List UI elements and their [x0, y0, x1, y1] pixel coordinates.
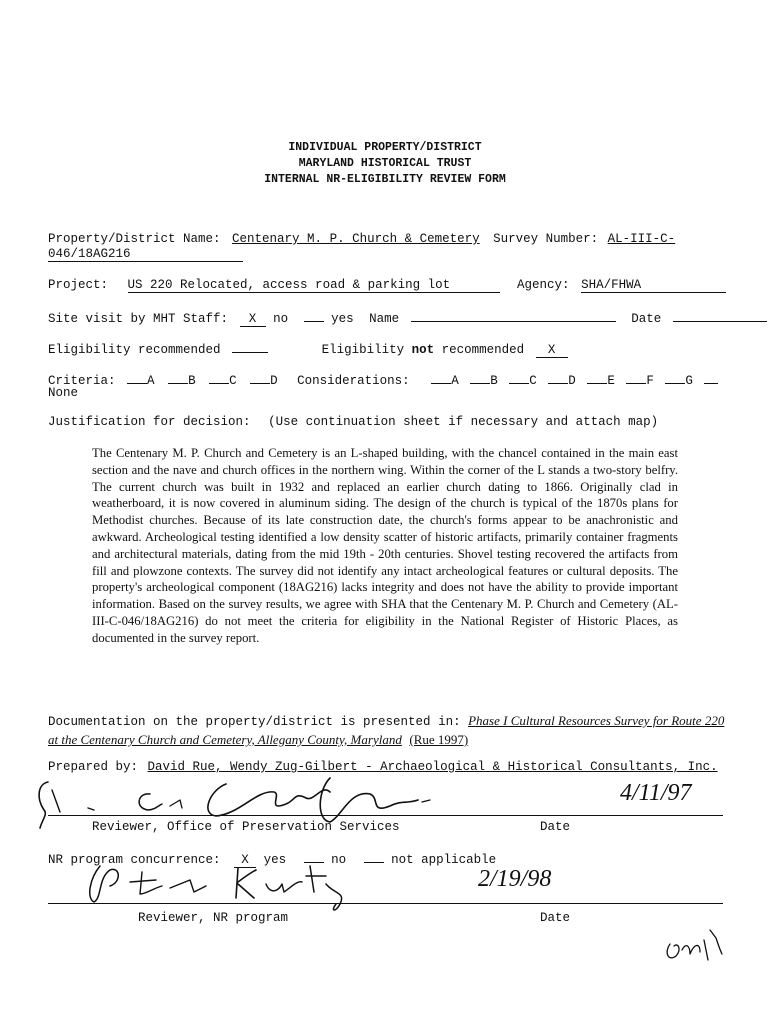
criteria-b: B — [188, 374, 196, 388]
nr-concurrence-label: NR program concurrence: — [48, 853, 221, 867]
form-title-line-3: INTERNAL NR-ELIGIBILITY REVIEW FORM — [264, 173, 506, 186]
nr-yes-mark: X — [234, 854, 256, 868]
eligibility-row — [48, 340, 568, 358]
consideration-blank-end — [704, 371, 718, 384]
reviewer-date-label: Date — [540, 820, 571, 834]
criteria-blank-d — [250, 371, 270, 384]
justification-text: The Centenary M. P. Church and Cemetery is an L-shaped building, with the chancel contained in the main east section and the nave and church offices in the northern wing. Within the corner of the L stands a two-story belfry. The current church was built in 1932 and replaced an earlier church dating to 1866. Originally clad in weatherboard, it is now covered in aluminum siding. The design of the church is typical of the 1870s plans for Methodist churches. Because of its late construction date, the church's forms appear to be anachronistic and awkward. Archeological testing identified a low density scatter of historic artifacts, primarily container fragments and architectural materials, dating from the mid 19th - 20th centuries. Shovel testing recovered the artifacts from fill and plowzone contexts. The survey did not identify any intact archeological features or cultural deposits. The property's archeological component (18AG216) lacks integrity and does not have the ability to provide important information. Based on the survey results, we agree with SHA that the Centenary M. P. Church and Cemetery (AL-III-C-046/18AG216) do not meet the criteria for eligibility in the National Register of Historic Places, as documented in the survey report. — [92, 446, 678, 645]
criteria-blank-b — [168, 371, 188, 384]
site-visit-label: Site visit by MHT Staff: — [48, 312, 229, 326]
consideration-g: G — [685, 374, 693, 388]
consideration-f: F — [646, 374, 654, 388]
form-title-line-2: MARYLAND HISTORICAL TRUST — [298, 157, 472, 170]
eligibility-not-prefix: Eligibility — [321, 343, 405, 357]
site-visit-yes-label: yes — [331, 312, 354, 326]
handwritten-initials — [660, 920, 730, 970]
eligibility-not-suffix: recommended — [441, 343, 525, 357]
eligibility-not-mark: X — [536, 344, 568, 358]
agency-label: Agency: — [517, 278, 570, 292]
property-row — [48, 232, 675, 246]
reviewer-handwritten-date: 4/11/97 — [620, 780, 692, 806]
justification-row — [48, 415, 658, 429]
site-visit-no-mark: X — [240, 313, 266, 327]
property-label: Property/District Name: — [48, 232, 221, 246]
documentation-citation-suffix: (Rue 1997) — [409, 732, 469, 747]
criteria-label: Criteria: — [48, 374, 116, 388]
nr-reviewer-label: Reviewer, NR program — [138, 911, 289, 925]
consideration-blank-b — [470, 371, 490, 384]
site-visit-no-label: no — [273, 312, 289, 326]
site-visit-date-blank — [673, 309, 767, 322]
considerations-label: Considerations: — [297, 374, 410, 388]
criteria-d: D — [270, 374, 278, 388]
nr-na-label: not applicable — [391, 853, 497, 867]
survey-number-continued: 046/18AG216 — [48, 247, 243, 262]
site-visit-yes-blank — [304, 309, 324, 322]
justification-label: Justification for decision: — [48, 415, 251, 429]
consideration-d: D — [568, 374, 576, 388]
documentation-citation: Phase I Cultural Resources Survey for Route 220 at the Centenary Church and Cemetery, Allegany County, Maryland — [48, 713, 725, 747]
prepared-value: David Rue, Wendy Zug-Gilbert - Archaeological & Historical Consultants, Inc. — [147, 760, 718, 774]
criteria-row — [48, 371, 718, 388]
justification-note: (Use continuation sheet if necessary and attach map) — [268, 415, 659, 429]
consideration-blank-f — [626, 371, 646, 384]
criteria-blank-c — [209, 371, 229, 384]
nr-yes-label: yes — [263, 853, 287, 867]
documentation-row — [48, 712, 728, 750]
nr-reviewer-handwritten-date: 2/19/98 — [478, 866, 552, 892]
property-name: Centenary M. P. Church & Cemetery — [232, 232, 480, 246]
criteria-c: C — [229, 374, 237, 388]
survey-number-label: Survey Number: — [493, 232, 599, 246]
consideration-c: C — [529, 374, 537, 388]
documentation-label: Documentation on the property/district is presented in: — [48, 715, 461, 729]
reviewer-signature-line — [48, 815, 723, 816]
consideration-blank-c — [509, 371, 529, 384]
consideration-blank-g — [665, 371, 685, 384]
nr-no-label: no — [331, 853, 347, 867]
prepared-label: Prepared by: — [48, 760, 139, 774]
project-row — [48, 278, 726, 293]
eligibility-recommended-blank — [232, 340, 268, 353]
site-visit-date-label: Date — [631, 312, 662, 326]
criteria-blank-a — [127, 371, 147, 384]
consideration-blank-e — [587, 371, 607, 384]
consideration-b: B — [490, 374, 498, 388]
site-visit-name-label: Name — [369, 312, 400, 326]
consideration-a: A — [451, 374, 459, 388]
project-value: US 220 Relocated, access road & parking lot — [128, 279, 500, 293]
nr-reviewer-date-label: Date — [540, 911, 571, 925]
nr-reviewer-signature-line — [48, 903, 723, 904]
criteria-a: A — [147, 374, 155, 388]
site-visit-row — [48, 309, 767, 327]
survey-number-value: AL-III-C- — [607, 232, 676, 246]
consideration-blank-d — [548, 371, 568, 384]
reviewer-office-label: Reviewer, Office of Preservation Services — [92, 820, 400, 834]
consideration-e: E — [607, 374, 615, 388]
nr-reviewer-signature — [70, 858, 400, 918]
eligibility-recommended-label: Eligibility recommended — [48, 343, 221, 357]
agency-value: SHA/FHWA — [581, 279, 726, 293]
criteria-none-label: None — [48, 386, 79, 400]
form-title-line-1: INDIVIDUAL PROPERTY/DISTRICT — [288, 141, 482, 154]
eligibility-not-word: not — [411, 343, 435, 357]
consideration-blank-a — [431, 371, 451, 384]
site-visit-name-blank — [411, 309, 616, 322]
project-label: Project: — [48, 278, 109, 292]
